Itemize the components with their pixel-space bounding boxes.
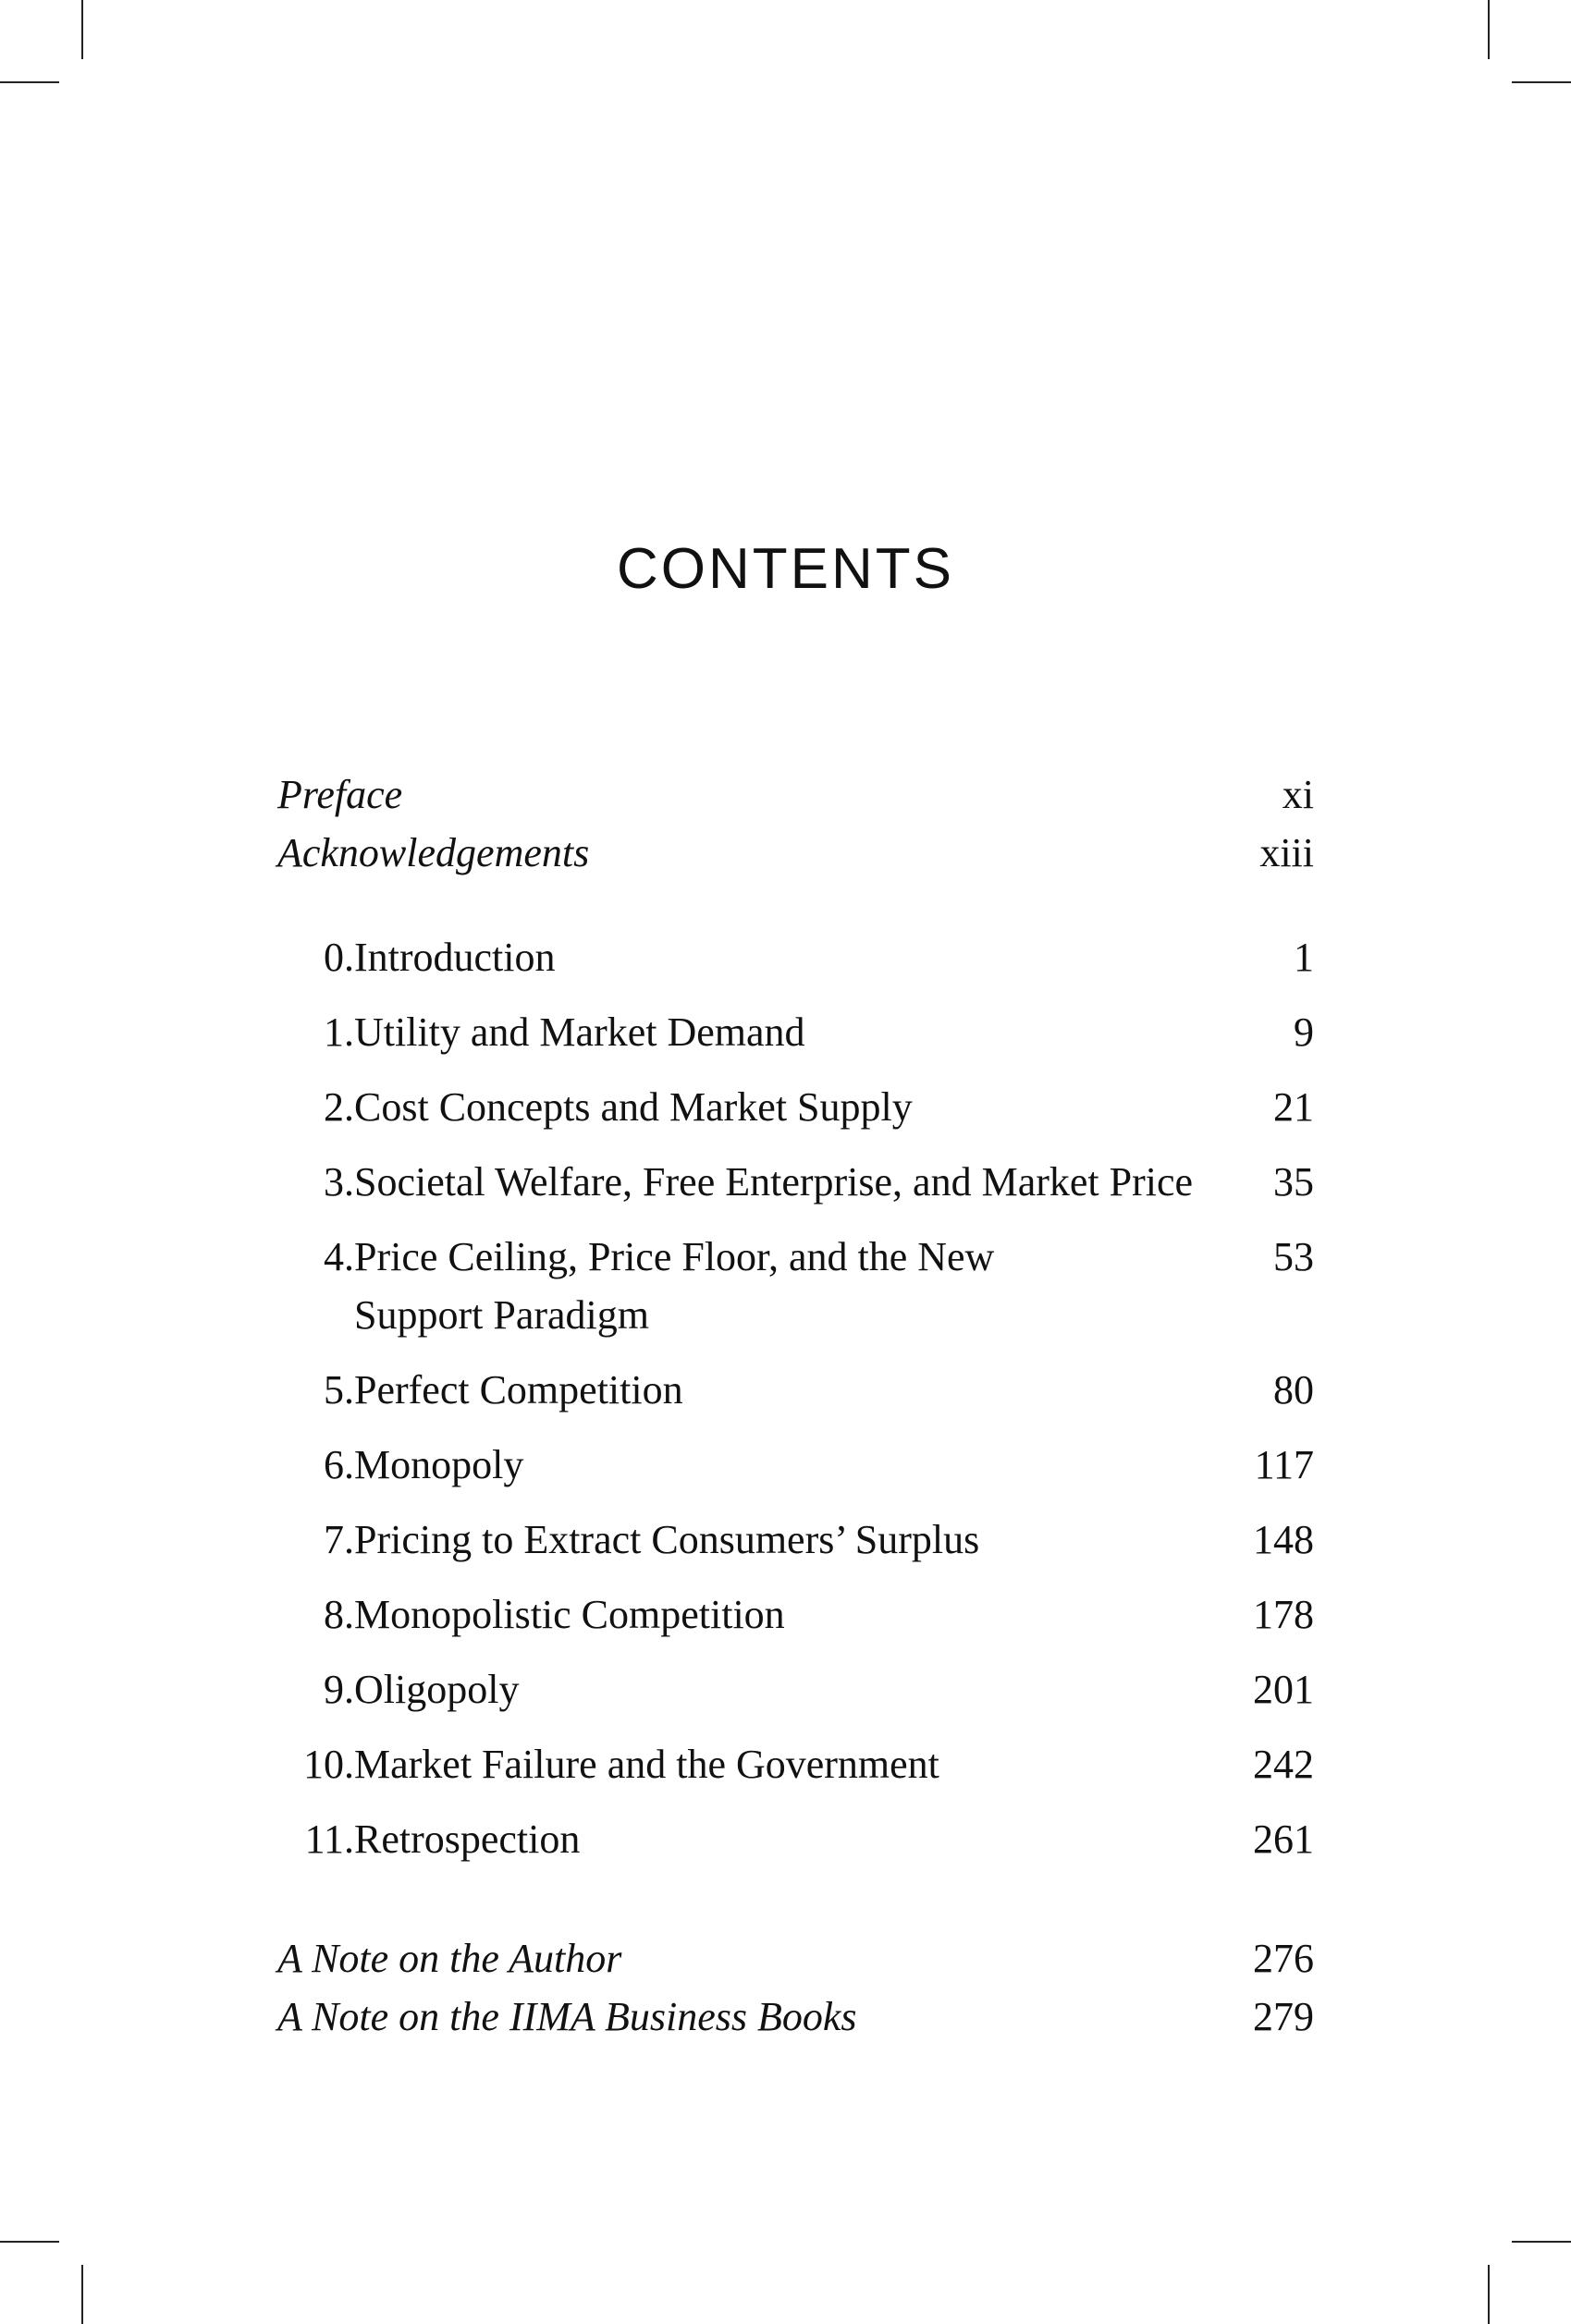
toc-chapter-3[interactable] xyxy=(277,1153,1314,1228)
table-of-contents xyxy=(277,765,1314,2046)
chapter-number: 1. xyxy=(324,1009,354,1055)
toc-chapter-11[interactable] xyxy=(277,1810,1314,1885)
chapter-number: 6. xyxy=(324,1442,354,1487)
chapter-title: Monopoly xyxy=(354,1442,524,1487)
chapter-page: 201 xyxy=(1253,1667,1314,1712)
toc-chapter-6[interactable] xyxy=(277,1436,1314,1511)
chapter-title: Market Failure and the Government xyxy=(354,1742,939,1787)
crop-mark-bottom-right-vertical xyxy=(1488,2265,1490,2324)
toc-entry-page: xi xyxy=(1282,772,1314,817)
toc-chapter-4[interactable] xyxy=(277,1228,1314,1361)
chapter-title: Utility and Market Demand xyxy=(354,1009,805,1055)
crop-mark-bottom-left-horizontal xyxy=(0,2241,59,2243)
chapter-page: 261 xyxy=(1253,1816,1314,1862)
chapter-number: 0. xyxy=(324,935,354,980)
chapter-number: 3. xyxy=(324,1159,354,1205)
toc-entry-label: A Note on the IIMA Business Books xyxy=(277,1994,857,2039)
toc-chapter-0[interactable] xyxy=(277,928,1314,1003)
crop-mark-bottom-left-vertical xyxy=(81,2265,83,2324)
toc-entry-preface[interactable] xyxy=(277,765,1314,824)
chapter-title: Price Ceiling, Price Floor, and the New Support Paradigm xyxy=(354,1234,995,1338)
toc-entry-label: Preface xyxy=(277,772,403,817)
chapter-number: 2. xyxy=(324,1084,354,1130)
toc-entry-note-on-iima-books[interactable] xyxy=(277,1988,1314,2046)
spacer xyxy=(277,1885,1314,1929)
chapter-title: Monopolistic Competition xyxy=(354,1592,785,1637)
toc-entry-page: 276 xyxy=(1253,1936,1314,1981)
chapter-page: 21 xyxy=(1273,1084,1314,1130)
toc-entry-page: 279 xyxy=(1253,1994,1314,2039)
chapter-number: 8. xyxy=(324,1592,354,1637)
chapter-number: 9. xyxy=(324,1667,354,1712)
toc-entry-acknowledgements[interactable] xyxy=(277,824,1314,882)
chapter-page: 35 xyxy=(1273,1159,1314,1205)
chapter-title: Oligopoly xyxy=(354,1667,520,1712)
chapter-number: 11. xyxy=(304,1816,354,1862)
toc-chapter-5[interactable] xyxy=(277,1361,1314,1436)
toc-chapter-7[interactable] xyxy=(277,1511,1314,1585)
toc-entry-label: A Note on the Author xyxy=(277,1936,622,1981)
crop-mark-top-left-horizontal xyxy=(0,81,59,83)
chapter-title: Societal Welfare, Free Enterprise, and Market Price xyxy=(354,1159,1194,1205)
crop-mark-bottom-right-horizontal xyxy=(1512,2241,1571,2243)
chapter-title: Introduction xyxy=(354,935,556,980)
toc-chapter-10[interactable] xyxy=(277,1735,1314,1810)
chapter-page: 242 xyxy=(1253,1742,1314,1787)
chapter-number: 4. xyxy=(324,1234,354,1279)
chapter-title: Cost Concepts and Market Supply xyxy=(354,1084,913,1130)
chapter-page: 9 xyxy=(1294,1009,1314,1055)
toc-chapter-1[interactable] xyxy=(277,1003,1314,1078)
chapter-title: Perfect Competition xyxy=(354,1367,683,1413)
toc-chapter-8[interactable] xyxy=(277,1585,1314,1660)
chapter-page: 148 xyxy=(1253,1517,1314,1562)
chapter-number: 10. xyxy=(303,1742,354,1787)
chapter-title: Pricing to Extract Consumers’ Surplus xyxy=(354,1517,980,1562)
crop-mark-top-right-vertical xyxy=(1488,0,1490,59)
page-title: CONTENTS xyxy=(617,537,954,601)
crop-mark-top-left-vertical xyxy=(81,0,83,59)
chapter-title: Retrospection xyxy=(354,1816,581,1862)
toc-entry-note-on-author[interactable] xyxy=(277,1929,1314,1988)
chapter-page: 80 xyxy=(1273,1367,1314,1413)
chapter-number: 5. xyxy=(324,1367,354,1413)
chapter-page: 1 xyxy=(1294,935,1314,980)
chapter-number: 7. xyxy=(324,1517,354,1562)
chapter-page: 53 xyxy=(1273,1234,1314,1279)
toc-entry-page: xiii xyxy=(1259,830,1314,875)
spacer xyxy=(277,882,1314,928)
toc-entry-label: Acknowledgements xyxy=(277,830,590,875)
toc-chapter-2[interactable] xyxy=(277,1078,1314,1153)
crop-mark-top-right-horizontal xyxy=(1512,81,1571,83)
toc-chapter-9[interactable] xyxy=(277,1660,1314,1735)
chapter-page: 117 xyxy=(1254,1442,1314,1487)
chapter-page: 178 xyxy=(1253,1592,1314,1637)
